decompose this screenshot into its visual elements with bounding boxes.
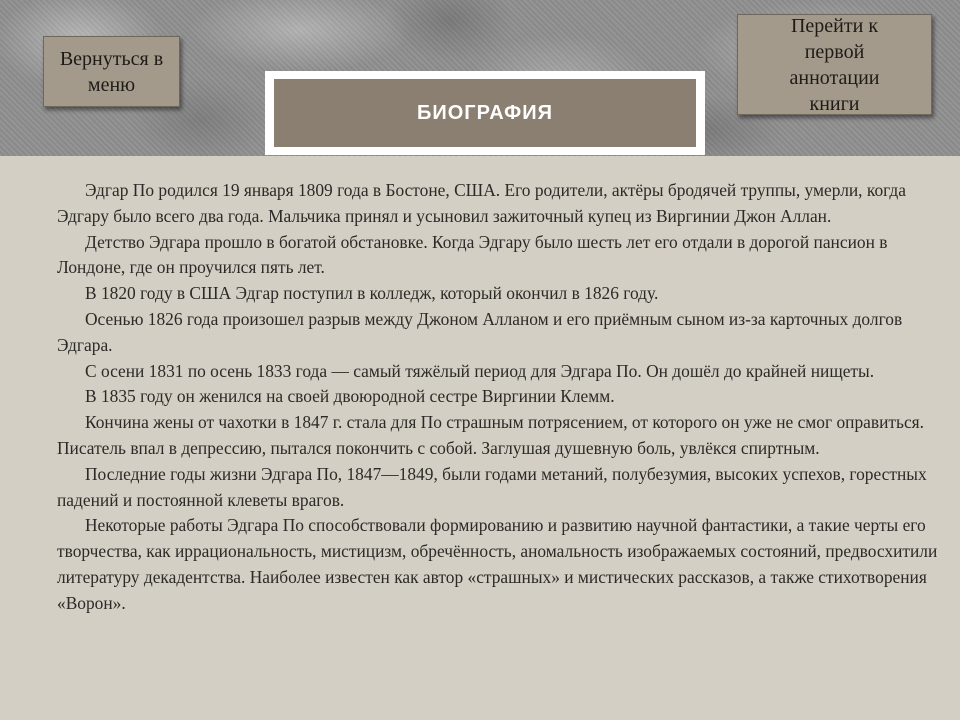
biography-paragraph: В 1820 году в США Эдгар поступил в колледж, который окончил в 1826 году. xyxy=(85,283,659,304)
biography-paragraph: Последние годы жизни Эдгара По, 1847—1849, были годами метаний, полубезумия, высоких успехов, горестных падений и постоянной клеветы врагов. xyxy=(57,463,927,510)
biography-paragraph: Осенью 1826 года произошел разрыв между Джоном Алланом и его приёмным сыном из-за карточных долгов Эдгара. xyxy=(57,308,903,355)
page-title: БИОГРАФИЯ xyxy=(417,101,553,124)
biography-paragraph: С осени 1831 по осень 1833 года — самый тяжёлый период для Эдгара По. Он дошёл до крайней нищеты. xyxy=(85,360,875,381)
biography-paragraph: В 1835 году он женился на своей двоюродной сестре Виргинии Клемм. xyxy=(85,386,615,407)
biography-paragraph: Кончина жены от чахотки в 1847 г. стала для По страшным потрясением, от которого он уже не смог оправиться. Писатель впал в депрессию, пытался покончить с собой. Заглушая душевную боль, увлёкся спиртным. xyxy=(57,412,925,458)
page-title-panel xyxy=(274,79,696,147)
next-annotation-button[interactable] xyxy=(737,14,932,115)
biography-paragraph: Эдгар По родился 19 января 1809 года в Бостоне, США. Его родители, актёры бродячей труппы, умерли, когда Эдгару было всего два года. Мальчика принял и усыновил зажиточный купец из Виргинии Джон Аллан. xyxy=(57,180,906,226)
biography-paragraph: Некоторые работы Эдгара По способствовали формированию и развитию научной фантастики, а такие черты его творчества, как иррациональность, мистицизм, обречённость, аномальность изображаемых состояний, предвосхитили литературу декадентства. Наиболее известен как автор «страшных» и мистических рассказов, а также стихотворения «Ворон». xyxy=(57,515,938,613)
page-title-frame xyxy=(265,71,705,155)
biography-text xyxy=(57,178,953,617)
back-to-menu-label: Вернуться в меню xyxy=(59,47,164,96)
next-annotation-label: Перейти к первой аннотации книги xyxy=(789,14,880,115)
back-to-menu-button[interactable] xyxy=(43,36,180,107)
biography-paragraph: Детство Эдгара прошло в богатой обстановке. Когда Эдгару было шесть лет его отдали в дорогой пансион в Лондоне, где он проучился пять лет. xyxy=(57,231,888,278)
